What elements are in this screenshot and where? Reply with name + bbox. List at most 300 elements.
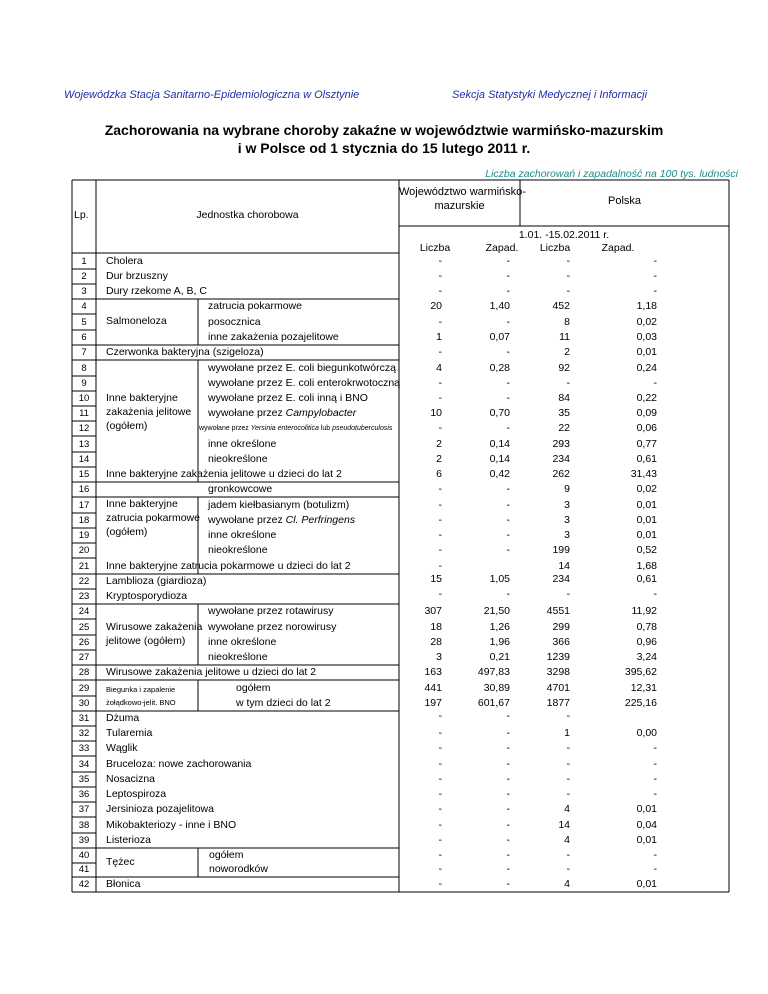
disease-name: Nosacizna	[106, 773, 156, 785]
rate-poland-cell: 0,01	[636, 346, 657, 358]
rate-region-cell: -	[506, 514, 510, 526]
row-number: 14	[78, 454, 90, 465]
disease-name: Inne bakteryjne zakażenia jelitowe u dzieci do lat 2	[106, 468, 342, 480]
count-region-cell: -	[438, 863, 442, 875]
count-poland-cell: -	[566, 849, 570, 861]
count-region-cell: -	[438, 742, 442, 754]
rate-poland-cell: 3,24	[636, 651, 657, 663]
group-label-viral-2: jelitowe (ogółem)	[106, 635, 186, 647]
row-number: 39	[78, 835, 90, 846]
count-region-cell: 2	[436, 438, 442, 450]
count-region-cell: -	[438, 529, 442, 541]
rate-region-cell: -	[506, 742, 510, 754]
column-header-region: Województwo warmińsko-	[399, 186, 526, 198]
row-number: 1	[81, 256, 87, 267]
subtype-text: wywołane przez	[208, 514, 283, 526]
row-number: 30	[78, 698, 90, 709]
disease-name: Jersinioza pozajelitowa	[106, 803, 214, 815]
disease-name: Mikobakteriozy - inne i BNO	[106, 819, 237, 831]
row-number: 23	[78, 591, 90, 602]
row-number: 33	[78, 743, 90, 754]
rate-region-cell: -	[506, 849, 510, 861]
row-number: 6	[81, 332, 87, 343]
row-number: 3	[81, 286, 87, 297]
count-poland-cell: 11	[559, 331, 570, 343]
subtype-text: inne określone	[208, 529, 277, 541]
rate-poland-cell: 0,01	[636, 529, 657, 541]
count-region-cell: -	[438, 588, 442, 600]
subtype-text: gronkowcowe	[208, 483, 273, 495]
count-poland-cell: -	[566, 742, 570, 754]
count-poland-cell: 3	[564, 529, 570, 541]
disease-subtype	[208, 377, 400, 390]
row-number: 24	[78, 606, 90, 617]
rate-poland-cell: 395,62	[624, 666, 657, 678]
count-region-cell: -	[438, 834, 442, 846]
count-poland-cell: -	[566, 863, 570, 875]
count-region-cell: -	[438, 788, 442, 800]
disease-subtype	[208, 362, 396, 375]
subtype-text: zatrucia pokarmowe	[208, 300, 302, 312]
count-region-cell: -	[438, 819, 442, 831]
pathogen-name: pseudotuberculosis	[332, 425, 393, 432]
row-number: 21	[78, 561, 90, 572]
row-number: 15	[78, 469, 90, 480]
subtype-text: nieokreślone	[208, 544, 268, 556]
disease-subtype	[208, 529, 276, 542]
rate-region-cell: -	[506, 758, 510, 770]
count-region-cell: 20	[430, 300, 442, 312]
group-label-intestinal: Inne bakteryjne	[106, 392, 178, 404]
subtype-text: jadem kiełbasianym (botulizm)	[208, 499, 350, 511]
rate-poland-cell: 0,03	[636, 331, 657, 343]
rate-region-cell: 0,07	[489, 331, 510, 343]
row-number: 40	[78, 850, 90, 861]
disease-name: Czerwonka bakteryjna (szigeloza)	[106, 346, 264, 358]
row-number: 36	[78, 789, 90, 800]
count-region-cell: 1	[436, 331, 442, 343]
group-label-food-poisoning: Inne bakteryjne	[106, 498, 178, 510]
count-region-cell: 2	[436, 453, 442, 465]
disease-subtype	[236, 697, 331, 710]
subtype-text: noworodków	[209, 863, 268, 875]
rate-region-cell: -	[506, 710, 510, 722]
rate-poland-cell: 0,01	[636, 878, 657, 890]
rate-region-cell: 0,21	[489, 651, 510, 663]
rate-region-cell: 21,50	[483, 605, 510, 617]
subtype-text: wywołane przez E. coli enterokrwotoczną	[208, 377, 401, 389]
disease-subtype	[209, 863, 268, 876]
rate-region-cell: -	[506, 483, 510, 495]
row-number: 28	[78, 667, 90, 678]
rate-poland-cell: -	[653, 773, 657, 785]
count-poland-cell: 84	[558, 392, 570, 404]
row-number: 29	[78, 683, 90, 694]
count-region-cell: 307	[424, 605, 442, 617]
rate-poland-cell: 0,02	[636, 483, 657, 495]
count-region-cell: 15	[430, 573, 442, 585]
rate-poland-cell: 0,01	[636, 499, 657, 511]
count-region-cell: -	[438, 710, 442, 722]
count-region-cell: -	[438, 727, 442, 739]
rate-poland-cell: -	[653, 588, 657, 600]
count-region-cell: -	[438, 346, 442, 358]
rate-poland-cell: 12,31	[630, 682, 657, 694]
row-number: 2	[81, 271, 87, 282]
count-region-cell: -	[438, 560, 442, 572]
page-title: Zachorowania na wybrane choroby zakaźne w województwie warmińsko-mazurskim	[104, 122, 664, 138]
rate-region-cell: 1,96	[489, 636, 510, 648]
count-poland-cell: -	[566, 377, 570, 389]
disease-name: Cholera	[106, 255, 143, 267]
disease-subtype	[208, 514, 355, 527]
rate-region-cell: 1,05	[489, 573, 510, 585]
count-poland-cell: 1	[564, 727, 570, 739]
rate-poland-cell: 0,09	[636, 407, 657, 419]
rate-region-cell: 1,40	[489, 300, 510, 312]
row-number: 20	[78, 545, 90, 556]
count-poland-cell: 234	[552, 573, 570, 585]
count-poland-cell: -	[566, 270, 570, 282]
disease-name: Listerioza	[106, 834, 151, 846]
count-poland-cell: 35	[558, 407, 570, 419]
count-region-cell: 28	[430, 636, 442, 648]
rate-region-cell: 30,89	[483, 682, 510, 694]
rate-region-cell: -	[506, 422, 510, 434]
subtype-text: wywołane przez	[208, 407, 283, 419]
rate-poland-cell: -	[653, 788, 657, 800]
subtype-text: wywołane przez	[199, 425, 249, 432]
rate-poland-cell: 0,04	[636, 819, 657, 831]
subtype-text: ogółem	[236, 682, 271, 694]
count-poland-cell: 3	[564, 514, 570, 526]
count-region-cell: 4	[436, 362, 442, 374]
count-region-cell: -	[438, 773, 442, 785]
count-region-cell: -	[438, 270, 442, 282]
row-number: 16	[78, 484, 90, 495]
disease-name: Tularemia	[106, 727, 153, 739]
count-poland-cell: 2	[564, 346, 570, 358]
count-region-cell: 6	[436, 468, 442, 480]
institution-name: Wojewódzka Stacja Sanitarno-Epidemiologiczna w Olsztynie	[64, 89, 360, 101]
rate-region-cell: 497,83	[477, 666, 510, 678]
row-number: 35	[78, 774, 90, 785]
count-poland-cell: 8	[564, 316, 570, 328]
rate-region-cell: -	[506, 346, 510, 358]
group-label-viral: Wirusowe zakażenia	[106, 621, 203, 633]
count-region-cell: 10	[430, 407, 442, 419]
count-poland-cell: 4	[564, 834, 570, 846]
row-number: 27	[78, 652, 90, 663]
subtype-text: nieokreślone	[208, 453, 268, 465]
count-poland-cell: -	[566, 710, 570, 722]
count-poland-cell: 4	[564, 803, 570, 815]
count-poland-cell: 14	[558, 819, 570, 831]
count-region-cell: -	[438, 499, 442, 511]
row-number: 11	[79, 408, 89, 419]
rate-region-cell: -	[506, 377, 510, 389]
count-poland-cell: 234	[552, 453, 570, 465]
rate-region-cell: 0,28	[489, 362, 510, 374]
sub-header-rate-poland: Zapad.	[601, 242, 635, 254]
disease-name: Leptospiroza	[106, 788, 167, 800]
row-number: 34	[78, 759, 90, 770]
count-region-cell: -	[438, 544, 442, 556]
count-poland-cell: 199	[552, 544, 570, 556]
count-region-cell: 197	[424, 697, 442, 709]
subtype-text: inne określone	[208, 636, 277, 648]
pathogen-name: Yersinia enterocolitica	[250, 425, 319, 432]
disease-subtype	[208, 605, 333, 618]
row-number: 22	[78, 576, 90, 587]
disease-subtype	[208, 636, 276, 649]
count-region-cell: -	[438, 514, 442, 526]
disease-name: Dur brzuszny	[106, 270, 168, 282]
disease-subtype	[208, 392, 368, 405]
count-region-cell: -	[438, 377, 442, 389]
rate-poland-cell: -	[653, 758, 657, 770]
group-label-intestinal-3: (ogółem)	[106, 420, 148, 432]
rate-poland-cell: -	[653, 270, 657, 282]
row-number: 32	[78, 728, 90, 739]
rate-region-cell: -	[506, 529, 510, 541]
rate-poland-cell: 0,22	[636, 392, 657, 404]
rate-region-cell: -	[506, 878, 510, 890]
row-number: 37	[78, 804, 90, 815]
rate-poland-cell: 1,68	[636, 560, 657, 572]
group-label-tetanus: Tężec	[106, 856, 135, 868]
pathogen-name: Cl. Perfringens	[285, 514, 356, 526]
subtype-connector: lub	[318, 425, 333, 432]
rate-poland-cell: -	[653, 255, 657, 267]
rate-region-cell: -	[506, 863, 510, 875]
disease-name: Wirusowe zakażenia jelitowe u dzieci do lat 2	[106, 666, 317, 678]
rate-poland-cell: 0,24	[636, 362, 657, 374]
count-region-cell: 441	[424, 682, 442, 694]
rate-poland-cell: -	[653, 863, 657, 875]
rate-poland-cell: 11,92	[631, 605, 657, 617]
disease-name: Inne bakteryjne zatrucia pokarmowe u dzieci do lat 2	[106, 560, 351, 572]
row-number: 42	[78, 879, 90, 890]
period-header: 1.01. -15.02.2011 r.	[518, 229, 610, 241]
row-number: 7	[81, 347, 87, 358]
count-poland-cell: 9	[564, 483, 570, 495]
count-poland-cell: 366	[552, 636, 570, 648]
row-number: 19	[78, 530, 90, 541]
table-caption: Liczba zachorowań i zapadalność na 100 tys. ludności	[485, 168, 738, 180]
count-poland-cell: 299	[552, 621, 570, 633]
subtype-text: wywołane przez norowirusy	[208, 621, 337, 633]
row-number: 17	[78, 500, 90, 511]
rate-poland-cell: -	[653, 849, 657, 861]
disease-subtype	[208, 453, 268, 466]
row-number: 31	[78, 713, 90, 724]
rate-region-cell: -	[506, 499, 510, 511]
row-number: 13	[78, 439, 90, 450]
group-label-intestinal-2: zakażenia jelitowe	[106, 406, 192, 418]
rate-poland-cell: 0,01	[636, 803, 657, 815]
row-number: 18	[78, 515, 90, 526]
disease-subtype	[208, 499, 349, 512]
page-title-line-2: i w Polsce od 1 stycznia do 15 lutego 2011 r.	[237, 140, 531, 156]
disease-subtype	[199, 422, 392, 435]
count-poland-cell: 4	[564, 878, 570, 890]
rate-poland-cell: 1,18	[636, 300, 657, 312]
count-region-cell: -	[438, 392, 442, 404]
sub-header-rate-region: Zapad.	[485, 242, 519, 254]
rate-poland-cell: 0,01	[636, 834, 657, 846]
pathogen-name: Campylobacter	[285, 407, 357, 419]
count-region-cell: -	[438, 803, 442, 815]
row-number: 26	[78, 637, 90, 648]
row-number: 25	[78, 622, 90, 633]
rate-poland-cell: 31,43	[630, 468, 657, 480]
count-region-cell: 18	[430, 621, 442, 633]
rate-region-cell: 1,26	[489, 621, 510, 633]
rate-poland-cell: 0,02	[636, 316, 657, 328]
row-number: 12	[78, 423, 90, 434]
subtype-text: wywołane przez E. coli biegunkotwórczą	[208, 362, 396, 374]
column-header-disease: Jednostka chorobowa	[196, 209, 299, 221]
rate-region-cell: -	[506, 803, 510, 815]
rate-region-cell: 0,42	[489, 468, 510, 480]
count-poland-cell: -	[566, 588, 570, 600]
count-poland-cell: 4701	[546, 682, 570, 694]
count-poland-cell: 1239	[546, 651, 570, 663]
subtype-text: posocznica	[208, 316, 261, 328]
disease-subtype	[208, 438, 276, 451]
rate-region-cell: 0,14	[489, 453, 510, 465]
rate-region-cell: 0,70	[489, 407, 510, 419]
disease-subtype	[208, 483, 272, 496]
rate-region-cell: -	[506, 834, 510, 846]
disease-name: Dżuma	[106, 712, 140, 724]
row-number: 4	[81, 301, 87, 312]
subtype-text: wywołane przez E. coli inną i BNO	[208, 392, 368, 404]
count-region-cell: -	[438, 316, 442, 328]
disease-name: Dury rzekome A, B, C	[106, 285, 207, 297]
disease-name: Kryptosporydioza	[106, 590, 188, 602]
group-label-food-poisoning-2: zatrucia pokarmowe	[106, 512, 200, 524]
count-poland-cell: 3298	[546, 666, 570, 678]
rate-poland-cell: 0,01	[636, 514, 657, 526]
rate-region-cell: -	[506, 285, 510, 297]
subtype-text: inne określone	[208, 438, 277, 450]
group-label-diarrhea: Biegunka i zapalenie	[106, 685, 176, 694]
sub-header-count-poland: Liczba	[539, 242, 571, 254]
subtype-text: wywołane przez rotawirusy	[208, 605, 334, 617]
count-poland-cell: -	[566, 773, 570, 785]
row-number: 5	[81, 317, 87, 328]
row-number: 10	[78, 393, 90, 404]
count-poland-cell: 22	[558, 422, 570, 434]
count-region-cell: 3	[436, 651, 442, 663]
count-poland-cell: -	[566, 255, 570, 267]
count-region-cell: -	[438, 878, 442, 890]
group-label-food-poisoning-3: (ogółem)	[106, 526, 148, 538]
count-poland-cell: -	[566, 788, 570, 800]
rate-poland-cell: 225,16	[624, 697, 657, 709]
subtype-text: ogółem	[209, 849, 244, 861]
row-number: 41	[78, 864, 90, 875]
rate-region-cell: -	[506, 819, 510, 831]
rate-region-cell: -	[506, 727, 510, 739]
rate-region-cell: 601,67	[477, 697, 510, 709]
count-poland-cell: 262	[552, 468, 570, 480]
rate-poland-cell: 0,52	[636, 544, 657, 556]
rate-poland-cell: 0,61	[636, 573, 657, 585]
count-region-cell: -	[438, 255, 442, 267]
count-poland-cell: 14	[558, 560, 570, 572]
subtype-text: inne zakażenia pozajelitowe	[208, 331, 339, 343]
row-number: 9	[81, 378, 87, 389]
rate-poland-cell: 0,96	[636, 636, 657, 648]
rate-region-cell: -	[506, 788, 510, 800]
rate-region-cell: -	[506, 316, 510, 328]
count-poland-cell: -	[566, 758, 570, 770]
disease-subtype	[208, 300, 302, 313]
disease-subtype	[208, 407, 356, 420]
rate-poland-cell: -	[653, 377, 657, 389]
disease-subtype	[208, 651, 268, 664]
group-label-salmonella: Salmoneloza	[106, 315, 167, 327]
rate-region-cell: -	[506, 392, 510, 404]
rate-region-cell: -	[506, 255, 510, 267]
count-poland-cell: 1877	[546, 697, 570, 709]
rate-poland-cell: 0,61	[636, 453, 657, 465]
column-header-lp: Lp.	[74, 209, 89, 221]
count-poland-cell: 92	[558, 362, 570, 374]
rate-poland-cell: 0,06	[636, 422, 657, 434]
column-header-poland: Polska	[607, 195, 642, 207]
disease-subtype	[208, 544, 268, 557]
count-poland-cell: 4551	[546, 605, 570, 617]
rate-poland-cell: 0,00	[636, 727, 657, 739]
subtype-text: w tym dzieci do lat 2	[236, 697, 331, 709]
disease-subtype	[236, 682, 270, 695]
subtype-text: nieokreślone	[208, 651, 268, 663]
rate-poland-cell: 0,78	[636, 621, 657, 633]
disease-subtype	[209, 849, 243, 862]
count-region-cell: -	[438, 483, 442, 495]
disease-name: Lamblioza (giardioza)	[106, 575, 207, 587]
disease-subtype	[208, 316, 261, 329]
disease-name: Wąglik	[106, 742, 138, 754]
count-region-cell: 163	[424, 666, 442, 678]
rate-region-cell: 0,14	[489, 438, 510, 450]
count-region-cell: -	[438, 758, 442, 770]
disease-subtype	[208, 621, 336, 634]
sub-header-count-region: Liczba	[419, 242, 451, 254]
count-poland-cell: 452	[552, 300, 570, 312]
rate-region-cell: -	[506, 270, 510, 282]
disease-subtype	[208, 331, 339, 344]
row-number: 38	[78, 820, 90, 831]
count-region-cell: -	[438, 422, 442, 434]
count-region-cell: -	[438, 849, 442, 861]
group-label-diarrhea-2: żołądkowo-jelit. BNO	[106, 698, 176, 707]
count-poland-cell: 293	[552, 438, 570, 450]
rate-region-cell: -	[506, 773, 510, 785]
count-region-cell: -	[438, 285, 442, 297]
column-header-region-line-2: mazurskie	[434, 200, 485, 212]
rate-region-cell: -	[506, 588, 510, 600]
rate-region-cell: -	[506, 544, 510, 556]
row-number: 8	[81, 363, 87, 374]
rate-poland-cell: -	[653, 742, 657, 754]
rate-poland-cell: 0,77	[636, 438, 657, 450]
section-name: Sekcja Statystyki Medycznej i Informacji	[452, 89, 648, 101]
